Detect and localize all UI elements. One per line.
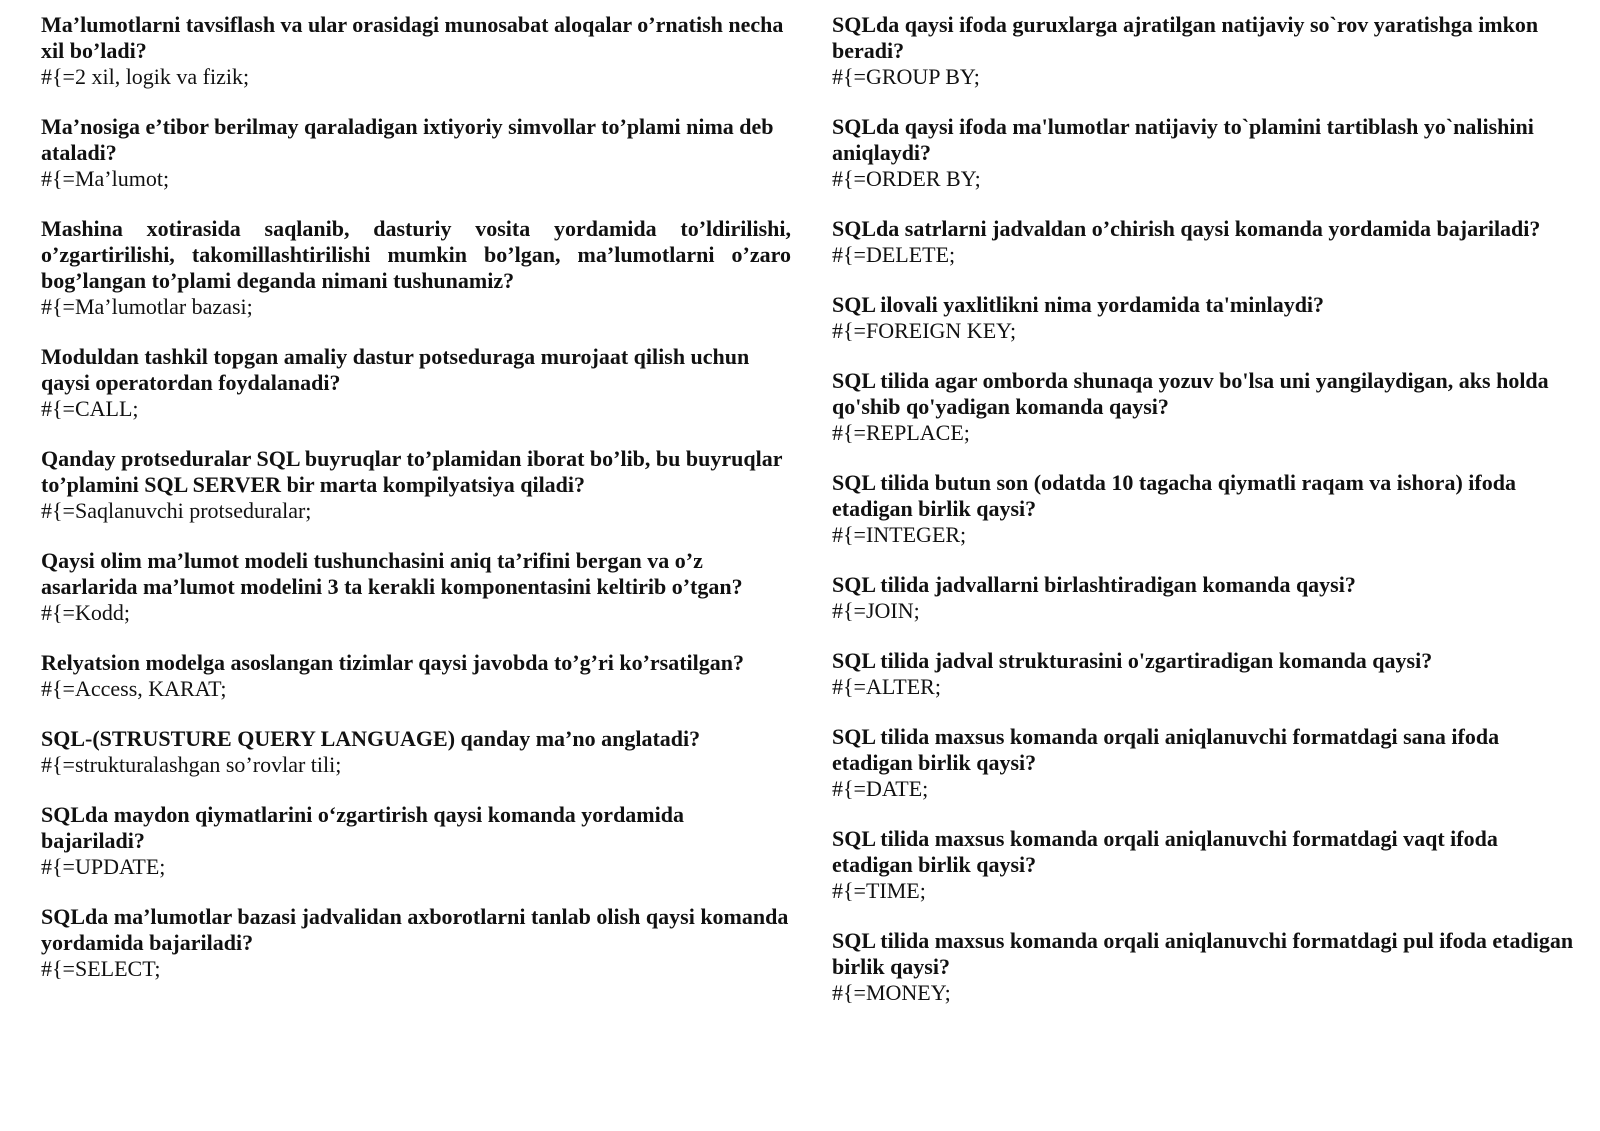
question-block [832,826,1582,904]
answer-text: #{=TIME; [832,878,926,903]
question-text: SQL tilida maxsus komanda orqali aniqlanuvchi formatdagi vaqt ifoda etadigan birlik qaysi? [832,826,1498,877]
question-text: SQL-(STRUSTURE QUERY LANGUAGE) qanday ma’no anglatadi? [41,726,701,751]
question-text: SQL tilida butun son (odatda 10 tagacha qiymatli raqam va ishora) ifoda etadigan birlik qaysi? [832,470,1516,521]
question-block [832,368,1582,446]
answer-text: #{=GROUP BY; [832,64,980,89]
answer-text: #{=REPLACE; [832,420,970,445]
question-block [41,344,791,422]
question-text: SQL tilida jadvallarni birlashtiradigan komanda qaysi? [832,572,1356,597]
question-block [41,216,791,320]
question-text: SQLda ma’lumotlar bazasi jadvalidan axborotlarni tanlab olish qaysi komanda yordamida bajariladi? [41,904,789,955]
question-text: Relyatsion modelga asoslangan tizimlar qaysi javobda to’g’ri ko’rsatilgan? [41,650,745,675]
question-text: Ma’lumotlarni tavsiflash va ular orasidagi munosabat aloqalar o’rnatish necha xil bo’ladi? [41,12,784,63]
question-block [832,12,1582,90]
answer-text: #{=2 xil, logik va fizik; [41,64,250,89]
answer-text: #{=ALTER; [832,674,941,699]
question-text: SQL tilida maxsus komanda orqali aniqlanuvchi formatdagi sana ifoda etadigan birlik qaysi? [832,724,1500,775]
question-block [832,292,1582,344]
answer-text: #{=Ma’lumotlar bazasi; [41,294,253,319]
question-block [832,724,1582,802]
answer-text: #{=INTEGER; [832,522,967,547]
question-text: Qanday protseduralar SQL buyruqlar to’plamidan iborat bo’lib, bu buyruqlar to’plamini SQL SERVER bir marta kompilyatsiya qiladi? [41,446,783,497]
answer-text: #{=CALL; [41,396,139,421]
question-block [832,572,1582,624]
question-text: SQL tilida agar omborda shunaqa yozuv bo'lsa uni yangilaydigan, aks holda qo'shib qo'yadigan komanda qaysi? [832,368,1549,419]
question-block [832,648,1582,700]
question-text: Ma’nosiga e’tibor berilmay qaraladigan ixtiyoriy simvollar to’plami nima deb ataladi? [41,114,774,165]
question-block [41,650,791,702]
question-text: SQLda maydon qiymatlarini o‘zgartirish qaysi komanda yordamida bajariladi? [41,802,684,853]
question-block [41,114,791,192]
answer-text: #{=DATE; [832,776,929,801]
question-block [832,114,1582,192]
question-text: SQL tilida maxsus komanda orqali aniqlanuvchi formatdagi pul ifoda etadigan birlik qaysi? [832,928,1574,979]
answer-text: #{=UPDATE; [41,854,166,879]
question-block [832,470,1582,548]
question-block [41,904,791,982]
answer-text: #{=strukturalashgan so’rovlar tili; [41,752,342,777]
answer-text: #{=ORDER BY; [832,166,981,191]
question-text: Mashina xotirasida saqlanib, dasturiy vosita yordamida to’ldirilishi, o’zgartirilishi, takomillashtirilishi mumkin bo’lgan, ma’lumotlarni o’zaro bog’langan to’plami deganda nimani tushunamiz? [41,216,791,293]
answer-text: #{=MONEY; [832,980,951,1005]
question-text: SQLda satrlarni jadvaldan o’chirish qaysi komanda yordamida bajariladi? [832,216,1541,241]
answer-text: #{=Saqlanuvchi protseduralar; [41,498,312,523]
answer-text: #{=Ma’lumot; [41,166,170,191]
question-text: Moduldan tashkil topgan amaliy dastur potseduraga murojaat qilish uchun qaysi operatordan foydalanadi? [41,344,750,395]
answer-text: #{=JOIN; [832,598,920,623]
answer-text: #{=FOREIGN KEY; [832,318,1017,343]
question-block [832,216,1582,268]
question-text: Qaysi olim ma’lumot modeli tushunchasini aniq ta’rifini bergan va o’z asarlarida ma’lumot modelini 3 ta kerakli komponentasini keltirib o’tgan? [41,548,743,599]
answer-text: #{=DELETE; [832,242,956,267]
question-block [41,446,791,524]
question-block [41,802,791,880]
right-column [832,12,1582,1030]
left-column [41,12,791,1006]
question-block [41,548,791,626]
question-block [41,12,791,90]
question-text: SQL ilovali yaxlitlikni nima yordamida ta'minlaydi? [832,292,1325,317]
question-block [41,726,791,778]
answer-text: #{=SELECT; [41,956,161,981]
question-text: SQL tilida jadval strukturasini o'zgartiradigan komanda qaysi? [832,648,1433,673]
question-text: SQLda qaysi ifoda ma'lumotlar natijaviy to`plamini tartiblash yo`nalishini aniqlaydi? [832,114,1534,165]
answer-text: #{=Access, KARAT; [41,676,227,701]
question-text: SQLda qaysi ifoda guruxlarga ajratilgan natijaviy so`rov yaratishga imkon beradi? [832,12,1539,63]
answer-text: #{=Kodd; [41,600,130,625]
question-block [832,928,1582,1006]
